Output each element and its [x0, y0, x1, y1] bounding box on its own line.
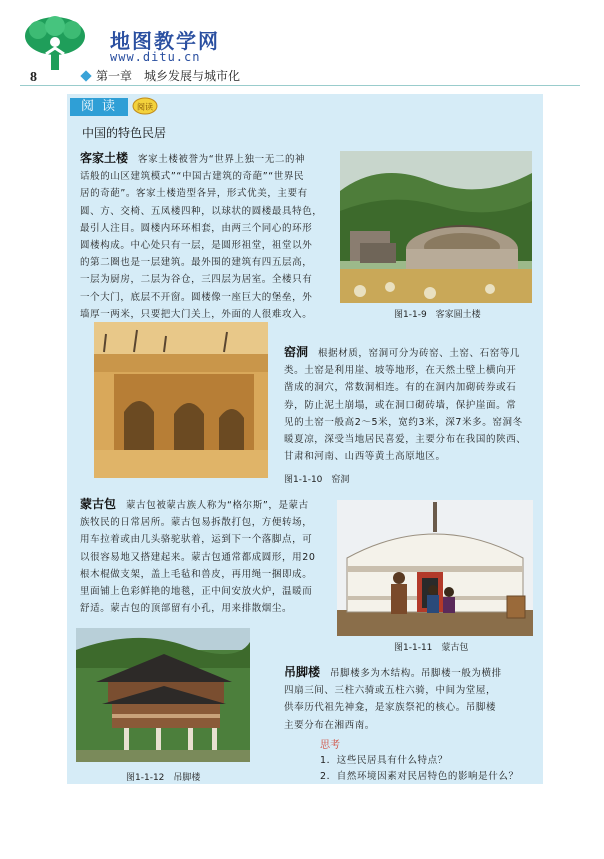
stilt-line-1: 四扇三间、三柱六骑或五柱六骑，中间为堂屋，: [284, 685, 497, 697]
yurt-line-5: 里面铺上色彩鲜艳的地毯，正中间安放火炉，温暖而: [80, 586, 313, 598]
cave-heading: 窑洞: [284, 345, 309, 359]
hakka-line-8: 一个大门，底层不开窗。圆楼像一座巨大的堡垒，外: [80, 291, 313, 303]
yurt-line-3: 以很容易地又搭建起来。蒙古包通常都成圆形，用20: [80, 551, 316, 563]
yurt-caption: 图1-1-11 蒙古包: [394, 643, 469, 653]
yurt-heading: 蒙古包: [80, 497, 117, 511]
tree-logo-icon: [22, 14, 88, 74]
hakka-line-6: 的第二圈也是一层建筑。最外围的建筑有四五层高，: [80, 257, 313, 269]
site-title: 地图教学网: [110, 29, 220, 53]
cave-line-6: 甘肃和河南、山西等黄土高原地区。: [284, 451, 446, 463]
stilt-house-photo: [76, 628, 250, 762]
yurt-photo: [337, 500, 533, 636]
cave-line-0: 窑洞 根据材质，窑洞可分为砖窑、土窑、石窑等几: [284, 345, 521, 359]
cave-caption: 图1-1-10 窑洞: [284, 475, 350, 485]
think-label: 思考: [320, 740, 340, 751]
yurt-line-6: 舒适。蒙古包的顶部留有小孔，用来排散烟尘。: [80, 603, 293, 615]
stilt-caption: 图1-1-12 吊脚楼: [126, 773, 201, 783]
cave-paragraph: [284, 344, 536, 465]
reading-tab: 阅读: [70, 98, 128, 116]
yurt-line-1: 族牧民的日常居所。蒙古包易拆散打包，方便转场，: [80, 517, 313, 529]
cave-line-2: 凿成的洞穴，常数洞相连。有的在洞内加砌砖券或石: [284, 382, 517, 394]
reading-badge-icon: [132, 97, 158, 115]
hakka-line-2: 居的奇葩”。客家土楼造型各异，形式优美，主要有: [80, 188, 308, 200]
reading-badge-text: 阅读: [137, 102, 153, 112]
cave-line-4: 见的土窑一般高2～5米，宽约3米，深7米多。窑洞冬: [284, 416, 523, 428]
yurt-paragraph: [80, 496, 328, 617]
stilt-paragraph: [284, 664, 536, 734]
header-divider: [20, 85, 580, 86]
cave-line-1: 类。土窑是利用崖、坡等地形，在天然土壁上横向开: [284, 365, 517, 377]
think-question-2: 2．自然环境因素对民居特色的影响是什么？: [320, 771, 519, 782]
yurt-line-0: 蒙古包 蒙古包被蒙古族人称为“格尔斯”，是蒙古: [80, 497, 309, 511]
hakka-line-5: 圆楼构成。中心处只有一层，是圆形祖堂，祖堂以外: [80, 240, 313, 252]
stilt-line-3: 主要分布在湘西南。: [284, 719, 375, 731]
hakka-line-1: 话般的山区建筑模式”“中国古建筑的奇葩”“世界民: [80, 171, 305, 183]
yurt-line-2: 用车拉着或由几头骆驼驮着，运到下一个落脚点，可: [80, 534, 313, 546]
hakka-caption: 图1-1-9 客家圆土楼: [394, 310, 481, 320]
stilt-line-0: 吊脚楼 吊脚楼多为木结构。吊脚楼一般为横排: [284, 665, 502, 679]
hakka-line-7: 一层为厨房，二层为谷仓，三四层为居室。全楼只有: [80, 274, 313, 286]
yurt-line-4: 根木棍做支架，盖上毛毡和兽皮，再用绳一捆即成。: [80, 568, 313, 580]
hakka-line-9: 墙厚一两米，只要把大门关上，外面的人很难攻入。: [80, 308, 313, 320]
hakka-line-4: 最引人注目。圆楼内环环相套，由两三个同心的环形: [80, 222, 313, 234]
think-question-1: 1．这些民居具有什么特点？: [320, 755, 448, 766]
section-title: 中国的特色民居: [82, 126, 167, 140]
stilt-line-2: 供奉历代祖先神龛，是家族祭祀的核心。吊脚楼: [284, 702, 497, 714]
hakka-heading: 客家土楼: [80, 151, 129, 165]
page-number: 8: [30, 70, 37, 85]
hakka-line-0: 客家土楼 客家土楼被誉为“世界上独一无二的神: [80, 151, 306, 165]
cave-line-5: 暖夏凉，深受当地居民喜爱，主要分布在我国的陕西、: [284, 434, 527, 446]
chapter-title: 第一章 城乡发展与城市化: [96, 69, 241, 83]
site-url: www.ditu.cn: [110, 50, 201, 64]
cave-dwelling-photo: [94, 322, 268, 478]
hakka-paragraph: [80, 150, 336, 323]
stilt-heading: 吊脚楼: [284, 665, 321, 679]
hakka-tulou-photo: [340, 151, 532, 303]
cave-line-3: 券，防止泥土崩塌，或在洞口砌砖墙，保护崖面。常: [284, 399, 517, 411]
hakka-line-3: 圆、方、交椅、五凤楼四种，以球状的圆楼最具特色，: [80, 205, 323, 217]
